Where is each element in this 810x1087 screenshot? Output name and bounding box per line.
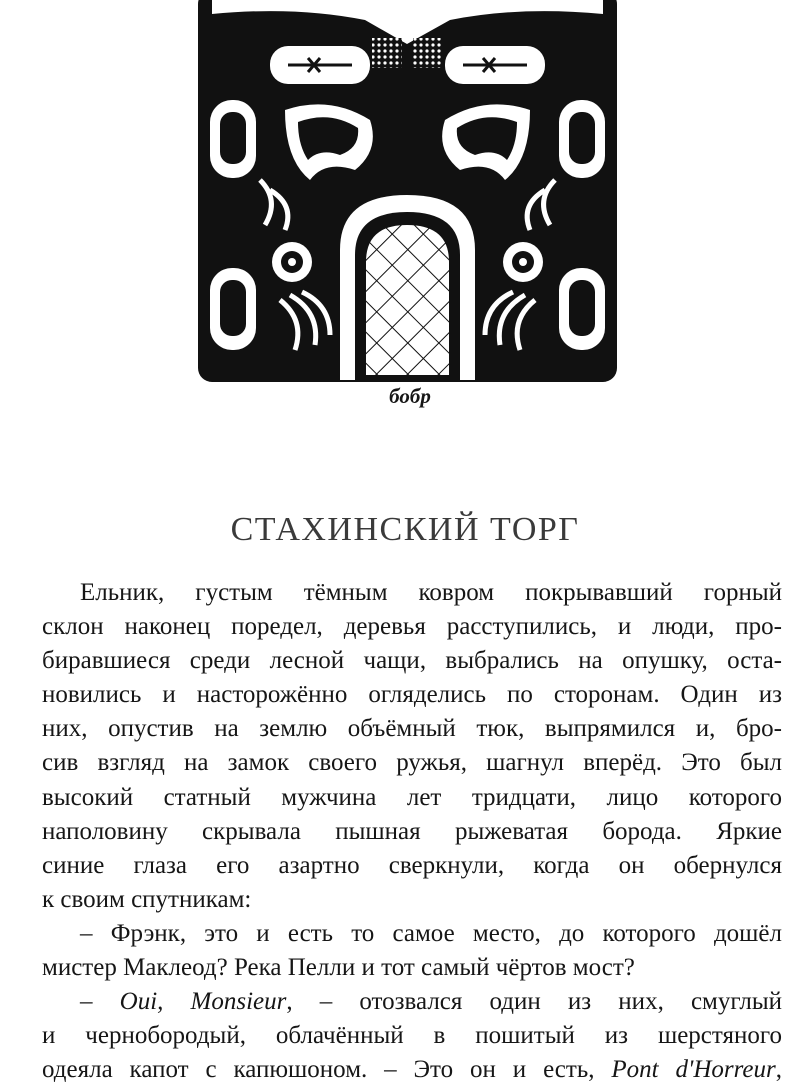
text-segment: одеяла капот с капюшоном. – Это он и есть, bbox=[42, 1056, 612, 1084]
text-line bbox=[42, 985, 782, 1019]
text-line: биравшиеся среди лесной чащи, выбрались на опушку, оста- bbox=[42, 647, 782, 675]
italic-phrase: Oui, Monsieur bbox=[119, 988, 287, 1016]
text-line: Ельник, густым тёмным ковром покрывавший горный bbox=[80, 579, 782, 606]
text-line bbox=[42, 1053, 782, 1087]
text-line: них, опустив на землю объёмный тюк, выпрямился и, бро- bbox=[42, 715, 782, 743]
text-line: склон наконец поредел, деревья расступились, и люди, про- bbox=[42, 613, 782, 641]
text-line: мистер Маклеод? Река Пелли и тот самый чёртов мост? bbox=[42, 954, 635, 982]
text-line: высокий статный мужчина лет тридцати, лицо которого bbox=[42, 783, 782, 811]
text-segment: , bbox=[775, 1056, 782, 1084]
chapter-title: СТАХИНСКИЙ ТОРГ bbox=[230, 511, 580, 548]
text-segment: , – отозвался один из них, смуглый bbox=[286, 988, 783, 1016]
text-line: – Фрэнк, это и есть то самое место, до которого дошёл bbox=[80, 919, 782, 947]
text-line: новились и насторожённо огляделись по сторонам. Один из bbox=[42, 681, 782, 709]
dash: – bbox=[80, 988, 120, 1016]
text-line: наполовину скрывала пышная рыжеватая борода. Яркие bbox=[42, 817, 782, 845]
text-line: синие глаза его азартно сверкнули, когда он обернулся bbox=[42, 851, 782, 879]
text-line: и чернобородый, облачённый в пошитый из шерстяного bbox=[42, 1022, 782, 1050]
text-line: сив взгляд на замок своего ружья, шагнул вперёд. Это был bbox=[42, 749, 782, 777]
text-line: к своим спутникам: bbox=[42, 885, 252, 913]
illustration-caption: бобр bbox=[389, 384, 431, 408]
body-text bbox=[42, 576, 782, 1087]
italic-phrase: Pont d'Horreur bbox=[611, 1056, 776, 1084]
beaver-totem-illustration bbox=[190, 0, 625, 388]
